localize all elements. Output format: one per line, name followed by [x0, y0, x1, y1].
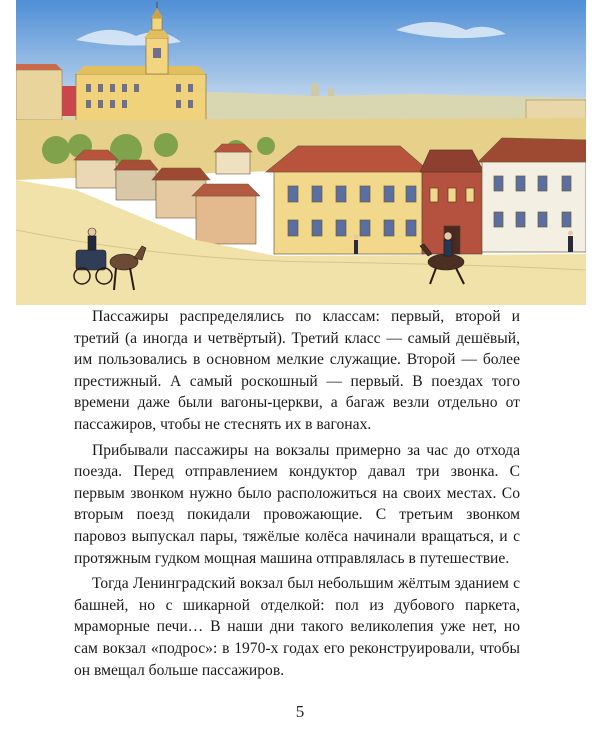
paragraph-2: Прибывали пассажиры на вокзалы примерно за час до отхода поезда. Перед отправлением кондуктор давал три звонка. С первым звонком нужно было расположиться на своих местах. Со вторым поезд покидали провожающие. С третьим звонком паровоз выпускал пары, тяжёлые колёса начинали вращаться, и с протяжным гудком мощная машина отправлялась в путешествие. — [74, 441, 520, 567]
body-text — [74, 306, 520, 685]
paragraph-1: Пассажиры распределялись по классам: первый, второй и третий (а иногда и четвёртый). Третий класс — самый дешёвый, им пользовались в основном мелкие служащие. Второй — более престижный. А самый роскошный — первый. В поездах того времени даже были вагоны-церкви, а багаж везли отдельно от пассажиров, чтобы не стеснять их в вагонах. — [74, 308, 520, 433]
paragraph-3: Тогда Ленинградский вокзал был небольшим жёлтым зданием с башней, но с шикарной отделкой: пол из дубового паркета, мраморные печи… В наши дни такого великолепия уже нет, но сам вокзал «подрос»: в 1970-х годах его реконструировали, чтобы он вмещал больше пассажиров. — [74, 575, 520, 679]
brick-house — [420, 150, 484, 254]
left-building — [16, 70, 62, 120]
red-building — [62, 86, 76, 116]
city-illustration — [16, 0, 586, 305]
page-number: 5 — [295, 702, 305, 721]
yellow-house — [266, 146, 430, 254]
